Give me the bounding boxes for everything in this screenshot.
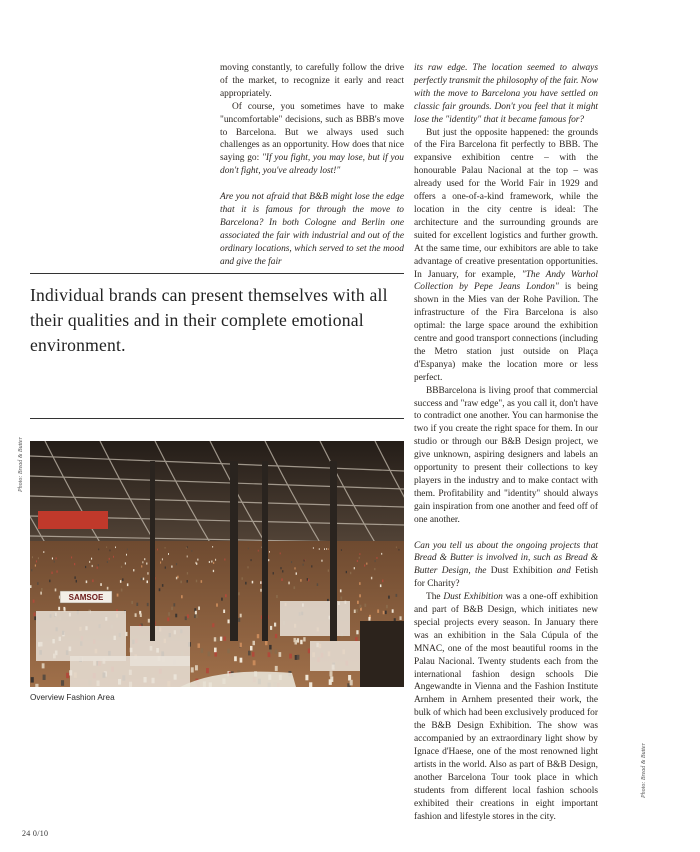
visitor [392, 609, 394, 613]
visitor [30, 585, 32, 588]
visitor [371, 577, 372, 580]
visitor [350, 680, 353, 686]
visitor [359, 582, 361, 585]
visitor [177, 576, 178, 579]
visitor [86, 581, 88, 584]
visitor [141, 578, 142, 581]
visitor [294, 586, 296, 589]
visitor [107, 587, 109, 590]
project-name: Fetish for Charity [414, 566, 599, 590]
hall-pillar [262, 461, 268, 641]
visitor [54, 561, 55, 563]
visitor [228, 620, 230, 624]
booth [36, 611, 126, 661]
visitor [213, 570, 214, 572]
question-text: and [552, 566, 576, 577]
visitor [131, 601, 133, 604]
visitor [383, 611, 385, 615]
visitor [328, 548, 329, 550]
visitor [319, 548, 320, 550]
visitor [126, 554, 127, 556]
visitor [281, 578, 282, 581]
visitor [76, 580, 77, 583]
visitor [74, 576, 75, 579]
visitor [215, 559, 216, 561]
visitor [300, 640, 302, 644]
visitor [89, 561, 90, 563]
visitor [381, 553, 382, 555]
visitor [368, 617, 370, 621]
article-paragraph [414, 591, 598, 823]
visitor [268, 559, 269, 561]
visitor [279, 652, 282, 657]
visitor [276, 595, 278, 598]
visitor [186, 547, 187, 549]
visitor [265, 641, 268, 645]
visitor [280, 567, 281, 569]
fashion-area-photo [30, 441, 404, 687]
visitor [113, 556, 114, 558]
article-paragraph [414, 127, 598, 385]
visitor [220, 637, 222, 641]
visitor [180, 581, 182, 584]
visitor [187, 615, 189, 619]
article-text: is being shown in the Mies van der Rohe Pavilion. The infrastructure of the Fira Barcelona is also optimal: the large space around the exhibition centre and good transport connections (including the Metro station just outside on Plaça d'Espanya) make the location more or less perfect. [414, 282, 598, 383]
foreground-shadow [360, 621, 404, 687]
visitor [136, 603, 138, 606]
visitor [211, 561, 212, 563]
visitor [385, 611, 387, 615]
visitor [201, 580, 203, 583]
visitor [356, 630, 358, 634]
visitor [187, 580, 188, 583]
visitor [217, 638, 219, 642]
visitor [56, 557, 57, 559]
visitor [238, 592, 240, 595]
visitor [187, 556, 188, 558]
visitor [216, 603, 218, 606]
visitor [275, 649, 278, 654]
visitor [239, 643, 242, 648]
visitor [198, 643, 201, 648]
visitor [127, 549, 128, 551]
visitor [63, 607, 65, 610]
visitor [400, 616, 402, 620]
visitor [317, 583, 319, 586]
visitor [165, 567, 166, 569]
visitor [224, 559, 225, 561]
visitor [303, 564, 304, 566]
visitor [191, 550, 192, 552]
visitor [242, 577, 243, 580]
visitor [107, 561, 108, 563]
visitor [396, 547, 397, 549]
project-name: Dust Exhibition [443, 592, 503, 603]
visitor [31, 677, 34, 683]
visitor [187, 572, 188, 574]
visitor [141, 565, 142, 567]
visitor [121, 566, 122, 568]
visitor [168, 612, 170, 616]
visitor [382, 580, 383, 583]
visitor [356, 609, 358, 613]
visitor [175, 614, 177, 618]
visitor [42, 663, 45, 668]
visitor [300, 579, 301, 582]
visitor [357, 601, 359, 604]
visitor [36, 560, 37, 562]
visitor [296, 572, 297, 574]
visitor [275, 666, 278, 671]
visitor [269, 645, 272, 650]
visitor [140, 613, 142, 617]
pull-quote: Individual brands can present themselves with all their qualities and in their complete emotional environment. [30, 285, 388, 355]
visitor [109, 558, 110, 560]
visitor [135, 613, 137, 617]
pull-quote-rule-bottom [30, 418, 404, 419]
visitor [227, 649, 230, 654]
visitor [330, 671, 333, 676]
visitor [201, 648, 204, 653]
visitor [74, 563, 75, 565]
visitor [223, 610, 225, 614]
visitor [354, 610, 356, 614]
visitor [55, 589, 57, 592]
visitor [247, 566, 248, 568]
question-text: Can you tell us about the ongoing projects that Bread & Butter is involved in, such as Bread & Butter Design, the [414, 540, 598, 577]
visitor [71, 557, 72, 559]
visitor [165, 547, 166, 549]
visitor [185, 616, 187, 620]
photo-credit: Photo: Bread & Butter [18, 437, 24, 492]
visitor [52, 558, 53, 560]
visitor [125, 562, 126, 564]
visitor [162, 584, 164, 587]
visitor [253, 660, 256, 665]
visitor [221, 598, 223, 601]
visitor [38, 557, 39, 559]
visitor [168, 553, 169, 555]
visitor [350, 572, 351, 574]
red-banner [38, 511, 108, 529]
visitor [386, 605, 388, 608]
visitor [294, 638, 296, 642]
visitor [35, 684, 38, 687]
visitor [268, 652, 271, 657]
visitor [364, 604, 366, 607]
interview-question [414, 540, 598, 592]
visitor [173, 603, 175, 606]
booth [280, 601, 350, 636]
article-paragraph [220, 101, 404, 178]
hall-pillar [150, 461, 155, 641]
visitor [143, 578, 144, 581]
visitor [380, 584, 382, 587]
visitor [309, 682, 312, 687]
visitor [191, 667, 194, 672]
visitor [117, 594, 119, 597]
visitor [121, 589, 123, 592]
visitor [208, 652, 211, 657]
visitor [97, 567, 98, 569]
visitor [388, 596, 390, 599]
visitor [122, 578, 123, 581]
visitor [92, 580, 93, 583]
visitor [209, 561, 210, 563]
visitor [225, 594, 227, 597]
visitor [252, 652, 255, 657]
visitor [147, 572, 148, 574]
visitor [198, 607, 200, 610]
visitor [359, 553, 360, 555]
hall-pillar [330, 461, 337, 641]
visitor [303, 637, 305, 641]
stall-sign: SAMSOE [68, 593, 104, 602]
visitor [251, 559, 252, 561]
visitor [37, 582, 39, 585]
visitor [248, 548, 249, 550]
visitor [346, 571, 347, 573]
visitor [127, 583, 128, 586]
visitor [176, 563, 177, 565]
visitor [291, 561, 292, 563]
visitor [396, 594, 398, 597]
visitor [187, 546, 188, 548]
visitor [288, 582, 290, 585]
visitor [377, 609, 379, 613]
visitor [260, 581, 262, 584]
article-paragraph: moving constantly, to carefully follow the drive of the market, to recognize it early and react appropriately. [220, 63, 404, 99]
visitor [250, 646, 253, 651]
visitor [148, 619, 150, 623]
booth [310, 641, 360, 671]
visitor [160, 562, 161, 564]
visitor [195, 611, 197, 615]
visitor [289, 654, 292, 659]
visitor [214, 637, 216, 641]
visitor [375, 560, 376, 562]
visitor [157, 549, 158, 551]
booth [70, 656, 190, 687]
visitor [308, 579, 309, 582]
visitor [43, 551, 44, 553]
visitor [58, 607, 60, 610]
visitor [61, 680, 64, 686]
visitor [214, 648, 217, 653]
visitor [196, 615, 198, 619]
visitor [269, 551, 270, 553]
visitor [305, 675, 308, 681]
visitor [167, 618, 169, 622]
visitor [240, 658, 243, 663]
visitor [85, 566, 86, 568]
visitor [56, 570, 57, 572]
visitor [32, 556, 33, 558]
visitor [51, 572, 52, 574]
interview-question: its raw edge. The location seemed to always perfectly transmit the philosophy of the fair. Now with the move to Barcelona you have settled on classic fair grounds. Don't you feel that it might lose the "identity" that it became famous for? [414, 63, 598, 125]
visitor [147, 603, 149, 606]
visitor [359, 557, 360, 559]
visitor [297, 655, 300, 660]
visitor [91, 558, 92, 560]
article-column-right [414, 62, 598, 823]
visitor [238, 618, 240, 622]
visitor [329, 679, 332, 685]
visitor [245, 582, 247, 585]
hall-pillar [230, 461, 238, 641]
visitor [115, 547, 116, 549]
visitor [195, 562, 196, 564]
visitor [214, 652, 217, 657]
visitor [260, 589, 262, 592]
visitor [240, 614, 242, 618]
visitor [171, 607, 173, 610]
visitor [146, 563, 147, 565]
visitor [234, 656, 237, 661]
visitor [171, 566, 172, 568]
visitor [212, 546, 213, 548]
visitor [33, 600, 35, 603]
visitor [341, 597, 343, 600]
visitor [366, 563, 367, 565]
pull-quote-rule-top [30, 273, 404, 274]
visitor [34, 613, 36, 617]
visitor [258, 550, 259, 552]
visitor [196, 580, 197, 583]
visitor [257, 634, 259, 638]
page-number: 24 0/10 [22, 829, 49, 838]
visitor [280, 553, 281, 555]
visitor [253, 641, 256, 645]
visitor [340, 589, 342, 592]
article-quote: "If you fight, you may lose, but if you don't fight, you've already lost!" [220, 153, 404, 177]
visitor [110, 550, 111, 552]
exhibition-hall-illustration [30, 441, 404, 687]
visitor [321, 560, 322, 562]
visitor [40, 592, 42, 595]
visitor [294, 567, 295, 569]
visitor [374, 568, 375, 570]
visitor [49, 580, 50, 583]
visitor [324, 548, 325, 550]
visitor [35, 565, 36, 567]
visitor [195, 665, 198, 670]
visitor [282, 570, 283, 572]
visitor [311, 565, 312, 567]
visitor [98, 564, 99, 566]
visitor [106, 546, 107, 548]
visitor [274, 623, 276, 627]
visitor [376, 557, 377, 559]
interview-question: Are you not afraid that B&B might lose the edge that it is famous for through the move to Barcelona? In both Cologne and Berlin one associated the fair with industrial and out of the ordinary locations, which served to set the mood and give the fair [220, 192, 404, 267]
article-column-middle [220, 62, 404, 268]
visitor [326, 548, 327, 550]
visitor [181, 595, 183, 598]
visitor [144, 558, 145, 560]
visitor [120, 580, 122, 583]
visitor [176, 577, 177, 580]
visitor [147, 581, 149, 584]
article-text: was a one-off exhibition and part of B&B Design, which initiates new special projects every season. In January there was an exhibition in the Sala Cúpula of the MNAC, one of the most beautiful rooms in the Palau Nacional. Twenty students each from the international fashion design schools Die Angewandte in Vienna and the Fashion Institute Arnhem in Arnhem presented their work, the bulk of which had been exclusively produced for the B&B Design Exhibition. The show was accompanied by an extraordinary light show by Ignace d'Haese, one of the most renowned light artists in the world. Also as part of B&B Design, another Barcelona Tour took place in which students from different local fashion schools exhibited their creations in eight important fashion and lifestyle stores in the city. [414, 592, 598, 822]
visitor [206, 668, 209, 673]
exhibition-title: "The Andy Warhol Collection by Pepe Jeans London" [414, 269, 598, 293]
visitor [399, 549, 400, 551]
visitor [304, 560, 305, 562]
visitor [313, 547, 314, 549]
visitor [307, 578, 308, 581]
visitor [357, 560, 358, 562]
question-mark: ? [455, 579, 460, 590]
visitor [328, 570, 329, 572]
visitor [197, 559, 198, 561]
visitor [341, 549, 342, 551]
visitor [359, 594, 361, 597]
article-text: But just the opposite happened: the grounds of the Fira Barcelona fit perfectly to BBB. The expansive exhibition centre – with the honourable Palau Nacional at the top – was already used for the World Fair in 1929 and offers a one-of-a-kind framework, while the location in the city centre is ideal: The architecture and the surrounding grounds are suited for excellent logistics and further growth. At the same time, our exhibitors are able to take advantage of creative presentation opportunities. In January, for example, [414, 127, 598, 280]
visitor [41, 588, 43, 591]
visitor [31, 569, 32, 571]
visitor [355, 637, 357, 641]
visitor [98, 549, 99, 551]
visitor [348, 675, 351, 681]
visitor [92, 565, 93, 567]
visitor [133, 569, 134, 571]
visitor [159, 588, 161, 591]
visitor [273, 572, 274, 574]
visitor [275, 634, 277, 638]
visitor [212, 623, 214, 627]
photo-caption: Overview Fashion Area [30, 693, 115, 702]
article-paragraph: BBBarcelona is living proof that commercial success and "raw edge", as you call it, don't have to contradict one another. You can harmonise the two if you create the right space for them. In our studio or through our B&B Design project, we give unknown, aspiring designers and labels an opportunity to present their collections to key players in the industry and to make contact with them. Profitability and "identity" should always gain inspiration from one another and feed off of one another. [414, 385, 598, 525]
visitor [252, 581, 254, 584]
visitor [43, 675, 46, 680]
visitor [297, 638, 299, 642]
visitor [248, 651, 251, 656]
photo-credit: Photo: Bread & Butter [641, 743, 647, 798]
article-text: Of course, you sometimes have to make "uncomfortable" decisions, such as BBB's move to Barcelona. But we always used such challenges as an opportunity. How does that nice saying go: [220, 101, 404, 164]
visitor [354, 567, 355, 569]
visitor [100, 583, 102, 586]
visitor [162, 558, 163, 560]
visitor [224, 637, 226, 641]
article-text: The [426, 592, 444, 603]
visitor [213, 562, 214, 564]
visitor [360, 605, 362, 608]
project-name: Dust Exhibition [490, 566, 553, 577]
visitor [270, 626, 272, 630]
visitor [142, 561, 143, 563]
visitor [66, 673, 69, 678]
visitor [364, 565, 365, 567]
